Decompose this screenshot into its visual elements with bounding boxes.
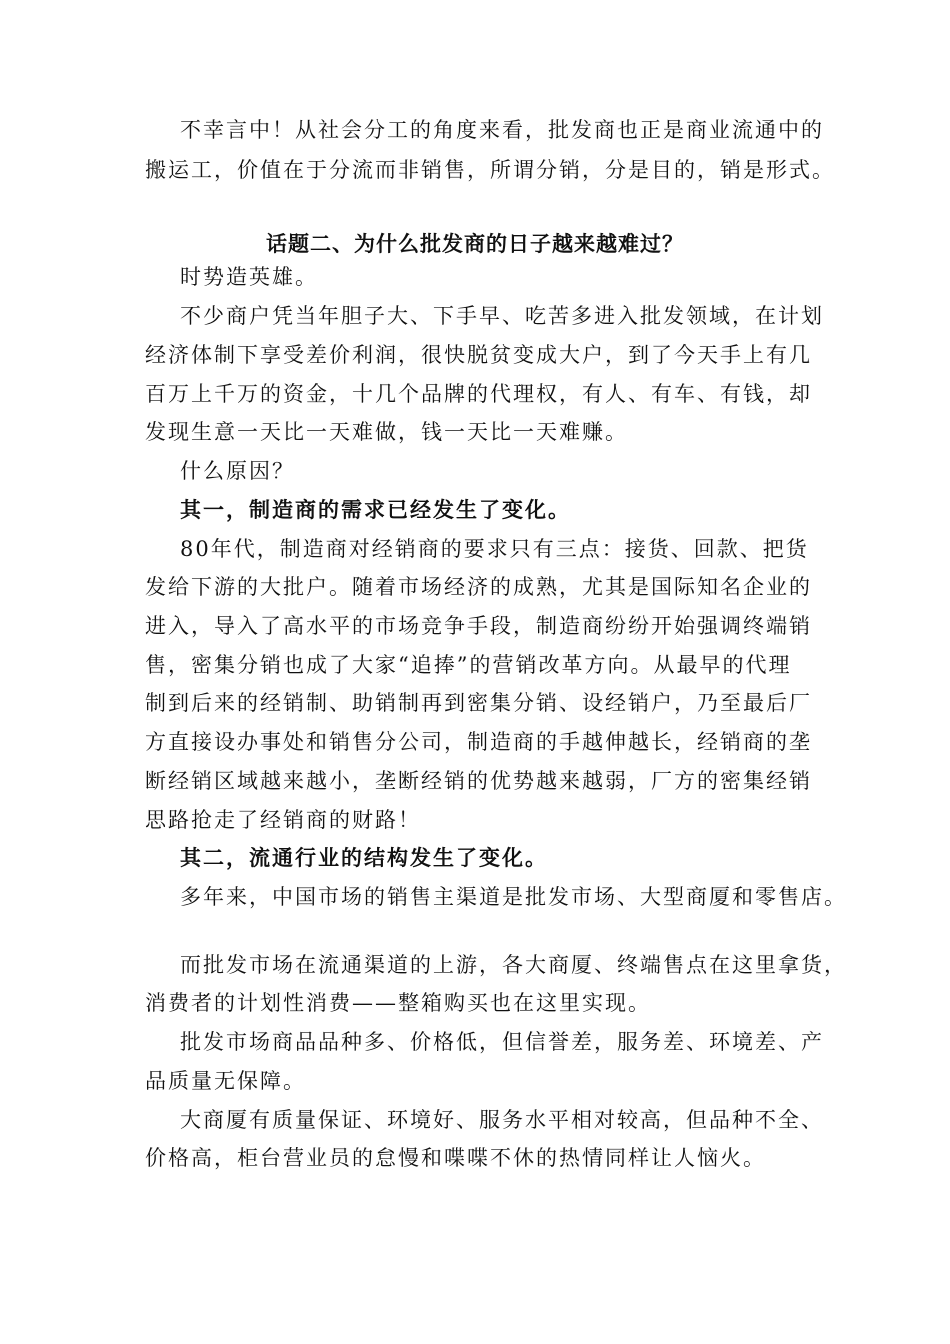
paragraph-line: 经济体制下享受差价利润，很快脱贫变成大户，到了今天手上有几 (145, 343, 812, 367)
paragraph-line: 发现生意一天比一天难做，钱一天比一天难赚。 (145, 420, 628, 444)
paragraph-line: 什么原因？ (180, 459, 295, 483)
paragraph-line: 批发市场商品品种多、价格低，但信誉差，服务差、环境差、产 (180, 1030, 824, 1054)
bold-subheading: 其一，制造商的需求已经发生了变化。 (180, 497, 571, 522)
paragraph-line: 而批发市场在流通渠道的上游，各大商厦、终端售点在这里拿货， (180, 953, 847, 977)
paragraph-line: 方直接设办事处和销售分公司，制造商的手越伸越长，经销商的垄 (145, 730, 812, 754)
paragraph-line: 大商厦有质量保证、环境好、服务水平相对较高，但品种不全、 (180, 1108, 824, 1132)
bold-subheading: 其二，流通行业的结构发生了变化。 (180, 845, 548, 870)
paragraph-line: 售，密集分销也成了大家“追捧”的营销改革方向。从最早的代理 (145, 653, 792, 677)
paragraph-line: 消费者的计划性消费——整箱购买也在这里实现。 (145, 991, 651, 1015)
section-heading: 话题二、为什么批发商的日子越来越难过？ (266, 231, 684, 256)
paragraph-line: 断经销区域越来越小，垄断经销的优势越来越弱，厂方的密集经销 (145, 769, 812, 793)
paragraph-line: 百万上千万的资金，十几个品牌的代理权，有人、有车、有钱，却 (145, 382, 812, 406)
paragraph-line: 搬运工，价值在于分流而非销售，所谓分销，分是目的，销是形式。 (145, 158, 835, 182)
paragraph-line: 发给下游的大批户。随着市场经济的成熟，尤其是国际知名企业的 (145, 575, 812, 599)
paragraph-line: 价格高，柜台营业员的怠慢和喋喋不休的热情同样让人恼火。 (145, 1146, 766, 1170)
paragraph-line: 进入，导入了高水平的市场竞争手段，制造商纷纷开始强调终端销 (145, 614, 812, 638)
paragraph-line: 不少商户凭当年胆子大、下手早、吃苦多进入批发领域，在计划 (180, 304, 824, 328)
paragraph-line: 不幸言中！从社会分工的角度来看，批发商也正是商业流通中的 (180, 118, 824, 142)
paragraph-line: 80年代，制造商对经销商的要求只有三点：接货、回款、把货 (180, 537, 809, 561)
paragraph-line: 思路抢走了经销商的财路！ (145, 808, 421, 832)
paragraph-line: 时势造英雄。 (180, 265, 318, 289)
paragraph-line: 多年来，中国市场的销售主渠道是批发市场、大型商厦和零售店。 (180, 885, 847, 909)
paragraph-line: 制到后来的经销制、助销制再到密集分销、设经销户，乃至最后厂 (145, 691, 812, 715)
paragraph-line: 品质量无保障。 (145, 1069, 306, 1093)
